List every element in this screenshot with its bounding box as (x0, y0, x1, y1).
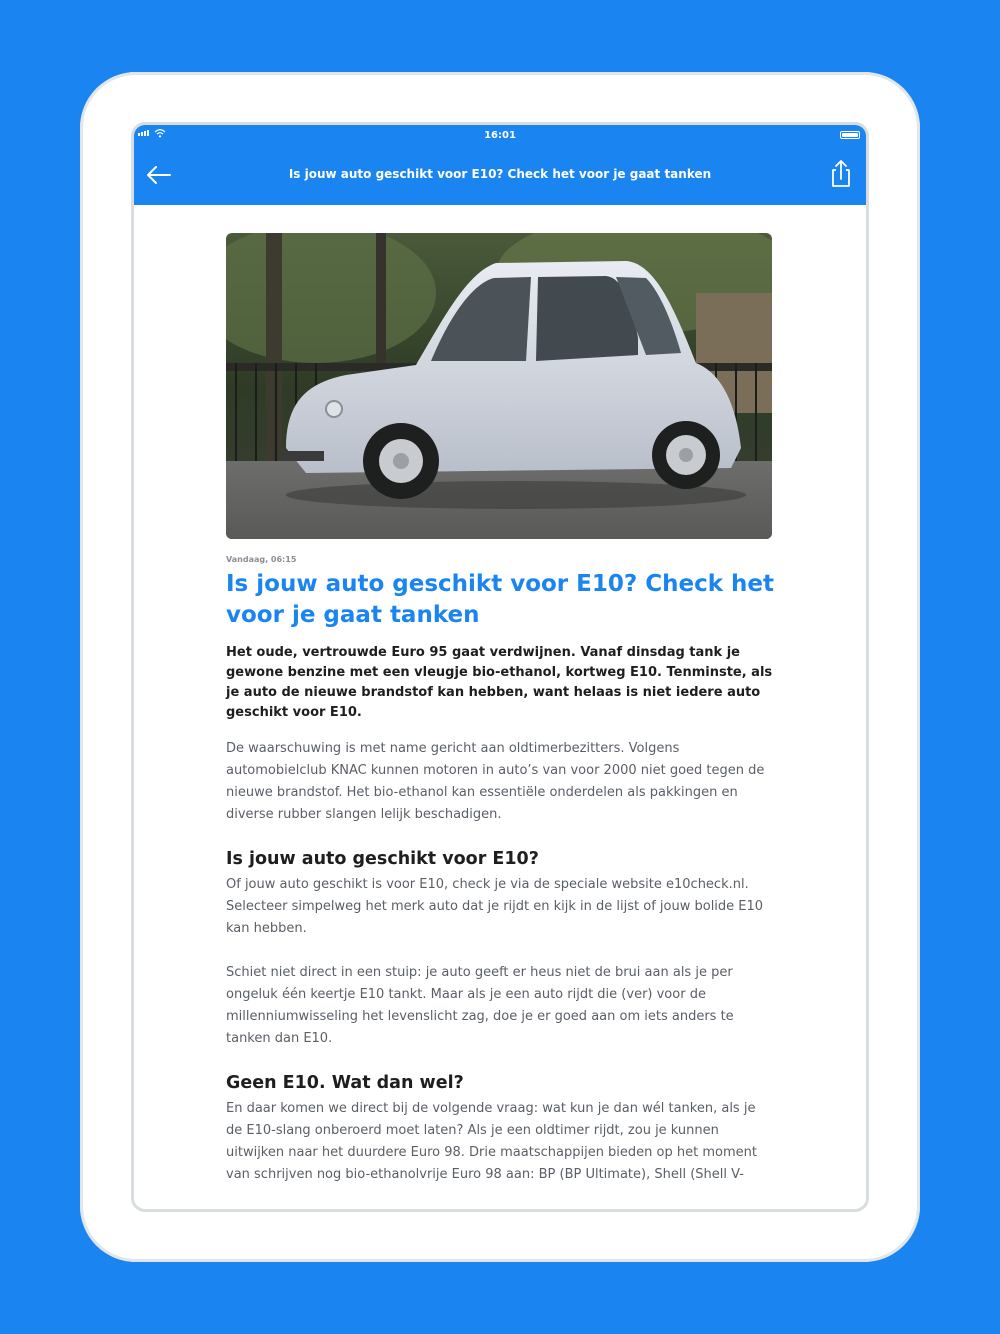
article-date: Vandaag, 06:15 (226, 555, 297, 564)
tablet-screen (131, 122, 869, 1212)
share-icon[interactable] (824, 157, 858, 191)
back-arrow-icon[interactable] (142, 159, 174, 191)
article-subheading: Geen E10. Wat dan wel? (226, 1073, 464, 1093)
article-paragraph: Of jouw auto geschikt is voor E10, check je via de speciale website e10check.nl. Selecteer simpelweg het merk auto dat je rijdt en kijk in de lijst of jouw bolide E10 kan hebben. (226, 877, 764, 936)
nav-title: Is jouw auto geschikt voor E10? Check het voor je gaat tanken (288, 167, 712, 181)
nav-bar (134, 147, 866, 205)
article-lead: Het oude, vertrouwde Euro 95 gaat verdwijnen. Vanaf dinsdag tank je gewone benzine met een vleugje bio-ethanol, kortweg E10. Tenminste, als je auto de nieuwe brandstof kan hebben, want helaas is niet iedere auto geschikt voor E10. (226, 645, 773, 720)
status-bar (134, 125, 866, 147)
article (226, 233, 774, 1186)
status-time: 16:01 (484, 130, 516, 141)
article-paragraph: En daar komen we direct bij de volgende vraag: wat kun je dan wél tanken, als je de E10-slang onberoerd moet laten? Als je een oldtimer rijdt, zou je kunnen uitwijken naar het duurdere Euro 98. Drie maatschappijen bieden op het moment van schrijven nog bio-ethanolvrije Euro 98 aan: BP (BP Ultimate), Shell (Shell V- (226, 1101, 757, 1182)
battery-icon (840, 131, 860, 139)
app-header (134, 125, 866, 205)
article-paragraph: De waarschuwing is met name gericht aan oldtimerbezitters. Volgens automobielclub KNAC kunnen motoren in auto’s van voor 2000 niet goed tegen de nieuwe brandstof. Het bio-ethanol kan essentiële onderdelen als pakkingen en diverse rubber slangen lelijk beschadigen. (226, 741, 765, 822)
article-title: Is jouw auto geschikt voor E10? Check het voor je gaat tanken (226, 571, 774, 628)
article-hero-image (226, 233, 772, 539)
article-paragraph: Schiet niet direct in een stuip: je auto geeft er heus niet de brui aan als je per ongeluk één keertje E10 tankt. Maar als je een auto rijdt die (ver) voor de millenniumwisseling het levenslicht zag, doe je er goed aan om iets anders te tanken dan E10. (226, 965, 734, 1046)
article-subheading: Is jouw auto geschikt voor E10? (226, 849, 539, 869)
